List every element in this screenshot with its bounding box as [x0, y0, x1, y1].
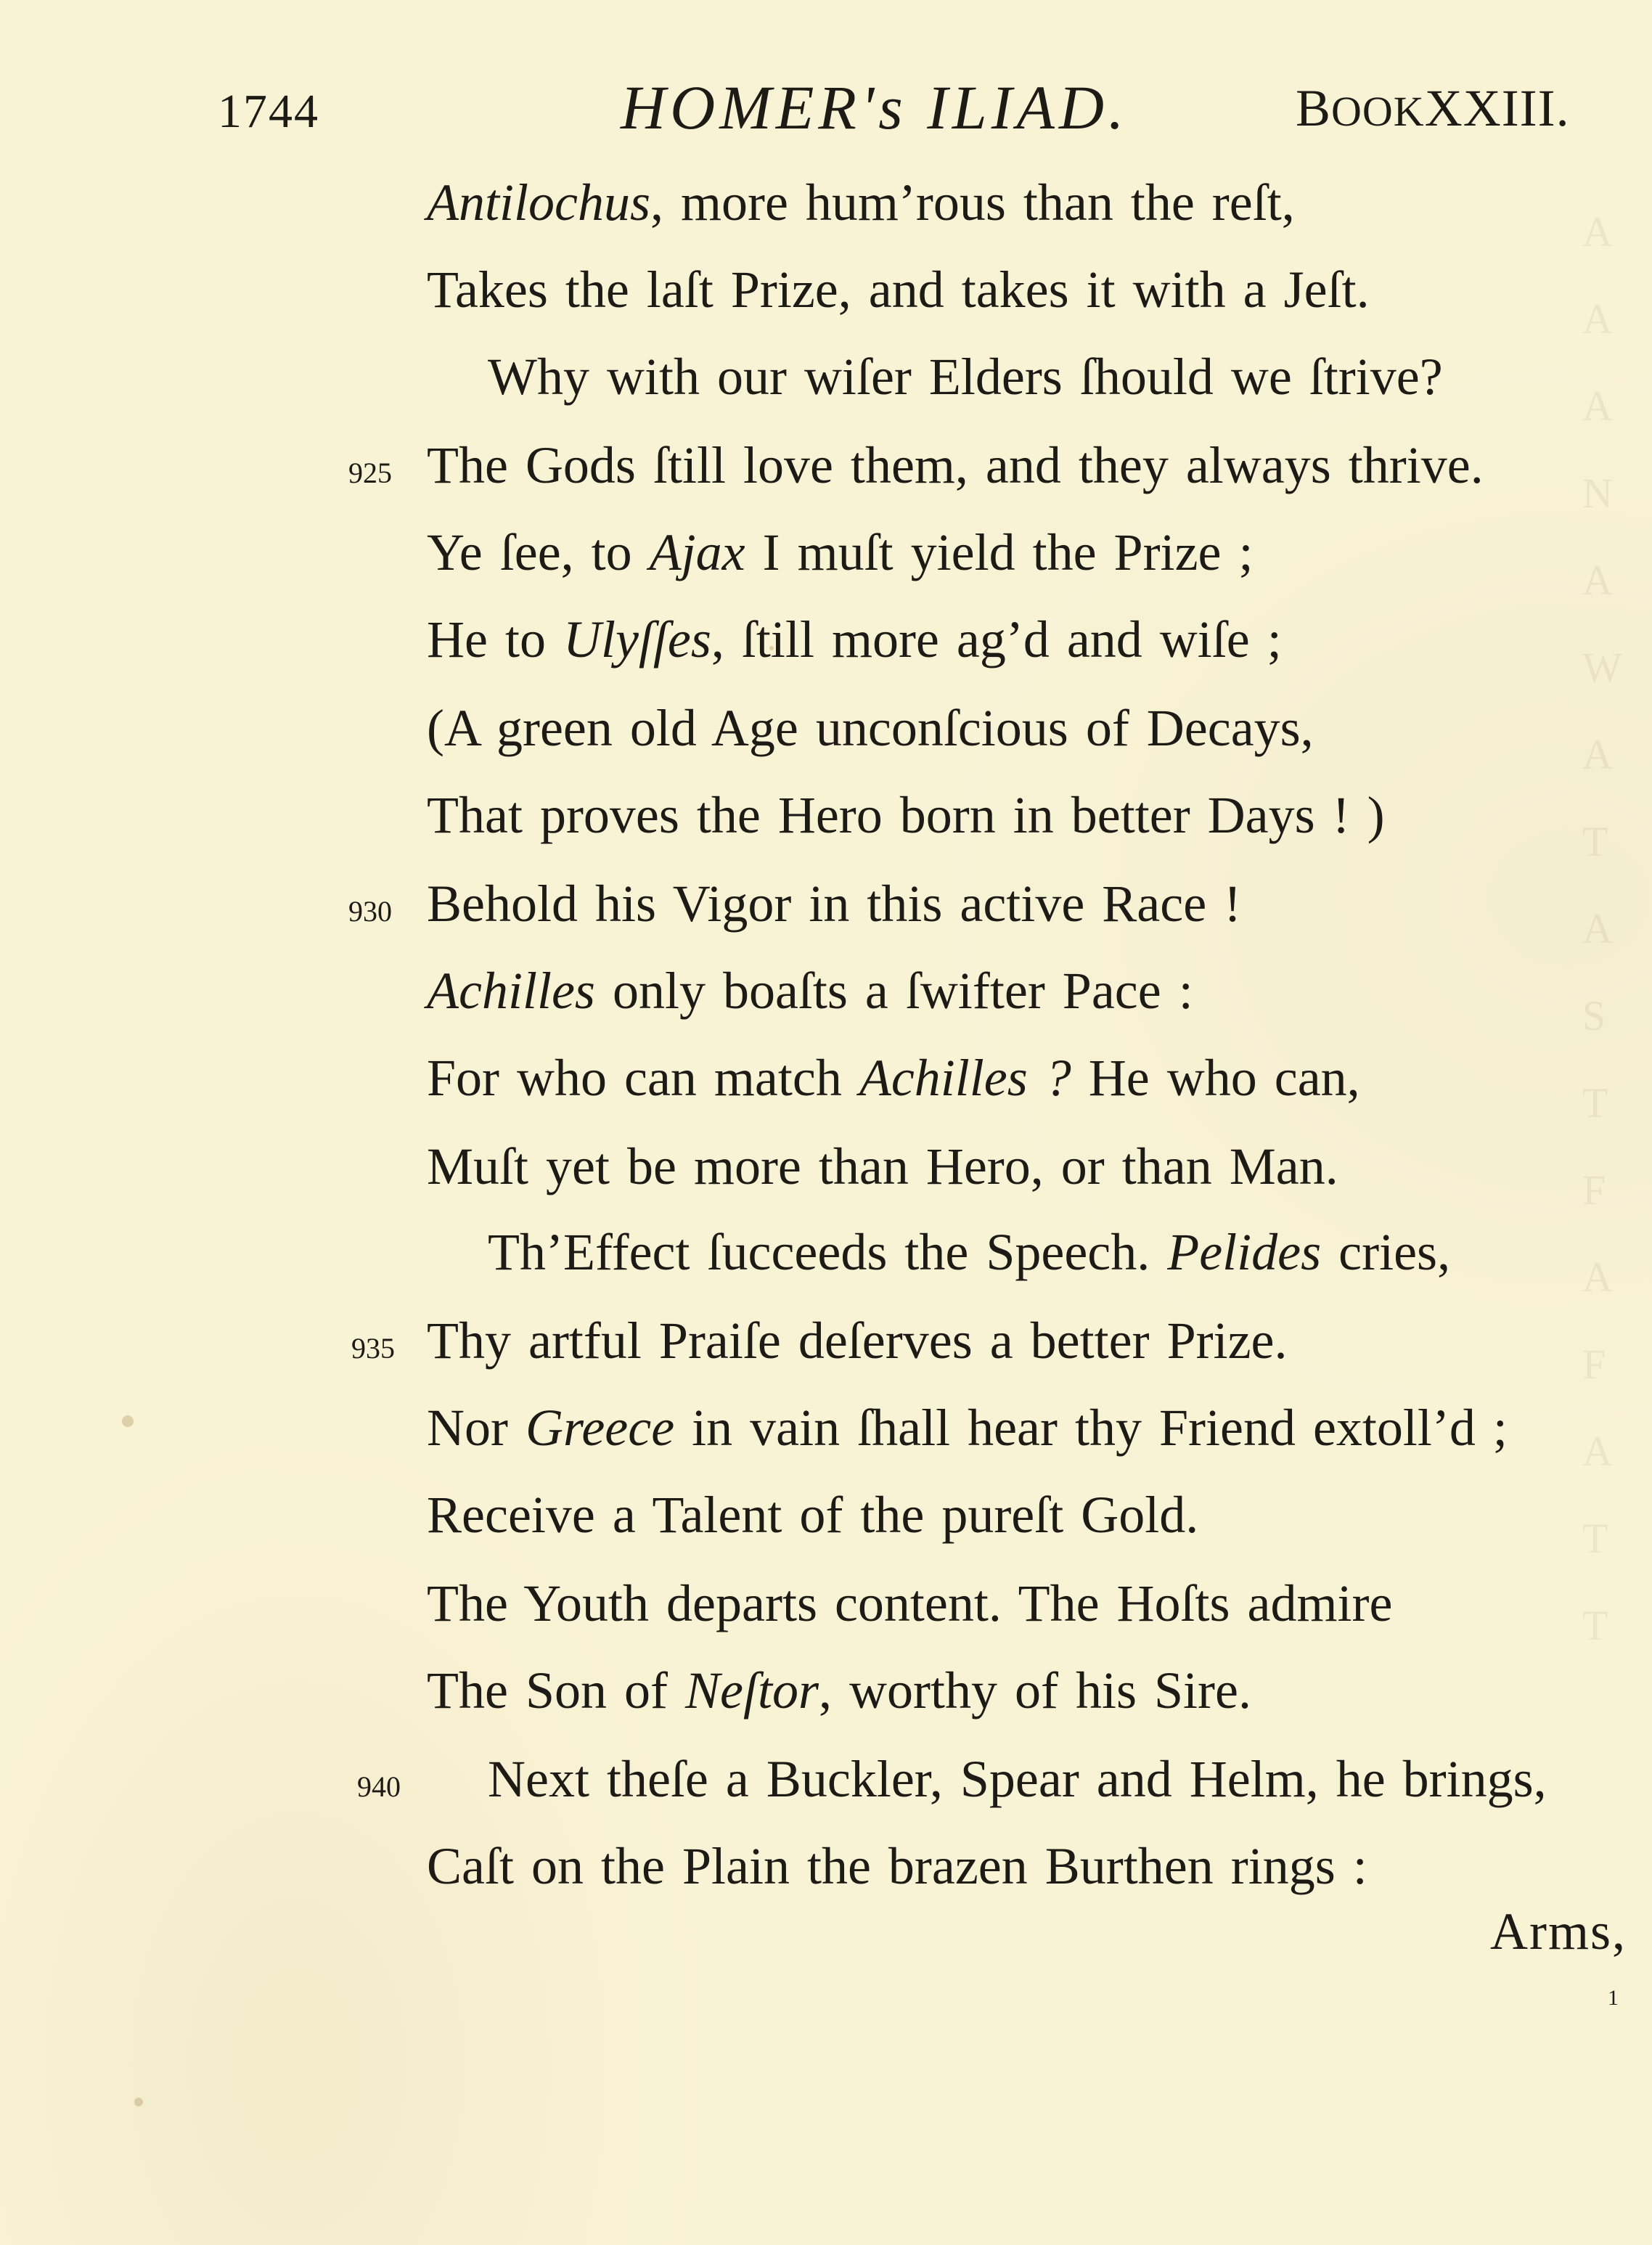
verse-fragment: I muſt yield the Prize ; [745, 523, 1254, 581]
verse-line [0, 1311, 1652, 1391]
verse-line [0, 1048, 1652, 1128]
verse-fragment: cries, [1321, 1223, 1451, 1281]
signature-mark: 1 [1608, 1986, 1619, 2010]
verse-line [0, 435, 1652, 515]
verse-fragment: Receive a Talent of the pureſt Gold. [427, 1486, 1199, 1544]
line-number: 925 [348, 457, 392, 489]
verse-text [427, 698, 1314, 758]
verse-fragment: Muſt yet be more than Hero, or than Man. [427, 1137, 1338, 1195]
verse-line [0, 961, 1652, 1041]
verse-text [488, 1222, 1450, 1283]
italic-name: Pelides [1167, 1223, 1322, 1281]
book-label-smallcaps: OOK [1331, 88, 1425, 135]
verse-line [0, 1836, 1652, 1916]
verse-line [0, 260, 1652, 340]
book-label [1296, 78, 1570, 139]
verse-fragment: (A green old Age unconſcious of Decays, [427, 699, 1314, 757]
verse-text [427, 435, 1484, 496]
verse-line [0, 785, 1652, 865]
verse-text [427, 1137, 1338, 1197]
verse-text [427, 874, 1241, 934]
book-label-numeral: XXIII. [1424, 79, 1570, 137]
line-number: 935 [351, 1332, 395, 1365]
verse-line [0, 1398, 1652, 1478]
verse-fragment: Th’Effect ſucceeds the Speech. [488, 1223, 1168, 1281]
verse-text [427, 961, 1193, 1021]
verse-fragment: He who can, [1071, 1049, 1360, 1107]
italic-name: Greece [525, 1399, 675, 1457]
verse-text [427, 260, 1370, 320]
verse-fragment: That proves the Hero born in better Days ! ) [427, 786, 1385, 844]
verse-text [427, 610, 1282, 670]
verse-text [488, 1749, 1547, 1810]
verse-fragment: Ye ſee, to [427, 523, 650, 581]
italic-name: Achilles ? [859, 1049, 1071, 1107]
italic-name: Ajax [649, 523, 745, 581]
verse-fragment: Caſt on the Plain the brazen Burthen rings : [427, 1837, 1367, 1895]
italic-name: Antilochus [427, 173, 650, 232]
verse-fragment: The Youth departs content. The Hoſts admire [427, 1574, 1393, 1632]
verse-fragment: , more hum’rous than the reſt, [650, 173, 1295, 232]
verse-line [0, 1749, 1652, 1829]
page-number: 1744 [218, 85, 319, 138]
verse-text [427, 1311, 1288, 1371]
verse-line [0, 523, 1652, 602]
verse-fragment: in vain ſhall hear thy Friend extoll’d ; [674, 1399, 1508, 1457]
verse-fragment: Next theſe a Buckler, Spear and Helm, he brings, [488, 1750, 1547, 1808]
verse-fragment: , ſtill more ag’d and wiſe ; [711, 610, 1282, 668]
verse-text [427, 1485, 1198, 1545]
verse-text [427, 1836, 1367, 1897]
verse-line [0, 1661, 1652, 1741]
verse-fragment: Nor [427, 1399, 526, 1457]
verse-line [0, 1574, 1652, 1653]
italic-name: Neſtor [684, 1661, 819, 1719]
verse-text [488, 347, 1443, 407]
bleed-through-text: A A A N A W A T A S T F A F A T T [1582, 208, 1622, 1649]
verse-fragment: Takes the laſt Prize, and takes it with a Jeſt. [427, 261, 1370, 319]
verse-text [427, 1398, 1508, 1458]
verse-text [427, 1048, 1360, 1108]
verse-text [427, 785, 1385, 846]
running-header [0, 71, 1652, 151]
line-number: 930 [348, 895, 392, 928]
verse-line [0, 1485, 1652, 1565]
verse-fragment: For who can match [427, 1049, 859, 1107]
verse-fragment: The Gods ſtill love them, and they always thrive. [427, 436, 1484, 494]
verse-line [0, 1222, 1652, 1302]
verse-text [427, 173, 1295, 233]
verse-text [427, 1574, 1392, 1634]
verse-line [0, 698, 1652, 778]
verse-line [0, 173, 1652, 253]
verse-line [0, 874, 1652, 954]
book-label-initial: B [1296, 79, 1332, 137]
verse-fragment: Why with our wiſer Elders ſhould we ſtrive? [488, 348, 1443, 406]
verse-fragment: He to [427, 610, 563, 668]
verse-line [0, 610, 1652, 690]
verse-text [427, 1661, 1251, 1721]
verse-fragment: Behold his Vigor in this active Race ! [427, 875, 1242, 933]
foxing-spot [134, 2098, 143, 2106]
line-number: 940 [357, 1770, 401, 1803]
verse-line [0, 1137, 1652, 1216]
running-title: HOMER's ILIAD. [621, 73, 1129, 142]
verse-fragment: , worthy of his Sire. [818, 1661, 1251, 1719]
verse-fragment: only boaſts a ſwifter Pace : [594, 962, 1193, 1020]
verse-fragment: Thy artful Praiſe deſerves a better Prize. [427, 1312, 1288, 1370]
italic-name: Ulyſſes [563, 610, 711, 668]
catchword: Arms, [1490, 1902, 1627, 1960]
italic-name: Achilles [427, 962, 595, 1020]
verse-text [427, 523, 1253, 583]
verse-fragment: The Son of [427, 1661, 685, 1719]
verse-line [0, 347, 1652, 427]
